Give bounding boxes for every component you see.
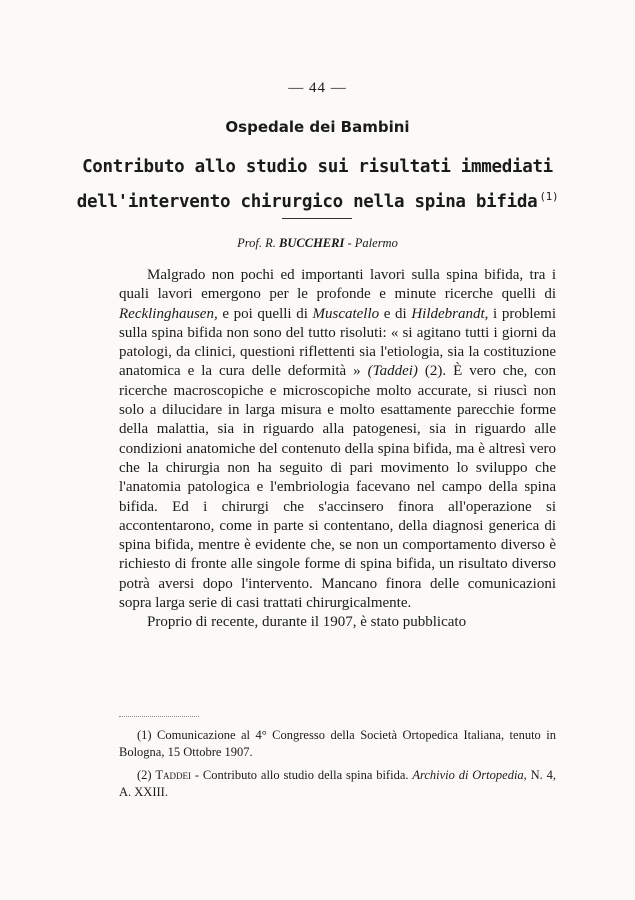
body-text xyxy=(119,266,556,633)
p1-segment-a: Malgrado non pochi ed importanti lavori sulla spina bifida, tra i quali lavori emergono per le profonde e minute ricerche quelli di xyxy=(119,267,556,303)
footnote-2-author: Taddei xyxy=(155,768,192,782)
author-prefix: Prof. R. xyxy=(237,236,276,250)
title-divider xyxy=(282,218,352,219)
p1-segment-e: (2). È vero che, con ricerche macroscopiche e microscopiche molto accurate, si riuscì non solo a dilucidare in larga misura e molto esattamente parecchie forme della malattia, sia in riguardo alla patogenesi, sia in riguardo alle condizioni anatomiche del contenuto della spina bifida, ma è altresì vero che la chirurgia non ha seguito di pari movimento lo sviluppo che l'anatomia patologica e l'embriologia facevano nel campo della spina bifida. Ed i chirurgi che s'accinsero finora all'operazione si accontentarono, come in parte si contentano, della diagnosi generica di spina bifida, mentre è evidente che, se non un comportamento diverso è richiesto di fronte alle singole forme di spina bifida, un risultato diverso potrà aversi dopo l'intervento. Mancano finora delle comunicazioni sopra larga serie di casi trattati chirurgicalmente. xyxy=(119,363,556,612)
author-name: BUCCHERI xyxy=(279,236,345,250)
author-city: Palermo xyxy=(354,236,398,250)
title-line-1: Contributo allo studio sui risultati immediati xyxy=(82,157,553,177)
p1-segment-b: e poi quelli di xyxy=(217,305,313,322)
footnote-2-tail: N. 4, A. XXIII. xyxy=(119,768,557,799)
footnote-2-text: - Contributo allo studio della spina bifida. xyxy=(191,768,413,782)
p1-segment-c: e di xyxy=(379,305,412,322)
footnote-2-ref: (2) xyxy=(137,768,156,782)
paragraph-1 xyxy=(119,266,556,613)
author-line xyxy=(0,236,635,251)
title-line-2 xyxy=(0,182,635,217)
citation-muscatello: Muscatello xyxy=(312,305,380,322)
citation-taddei: (Taddei) xyxy=(367,363,418,380)
paragraph-2: Proprio di recente, durante il 1907, è stato pubblicato xyxy=(147,614,467,631)
footnotes xyxy=(119,727,556,807)
section-heading: Ospedale dei Bambini xyxy=(225,118,410,136)
citation-hildebrandt: Hildebrandt, xyxy=(411,305,489,322)
citation-recklinghausen: Recklinghausen, xyxy=(119,305,218,322)
footnote-divider xyxy=(119,716,199,717)
author-separator: - xyxy=(344,236,355,250)
p1-segment-d: i problemi sulla spina bifida non sono del tutto risoluti: « si agitano tutti i giorni da patologi, da clinici, questioni riflettenti sia l'etiologia, sia la costituzione anatomica e la cura delle deformità » xyxy=(119,305,557,380)
title-line-2-text: dell'intervento chirurgico nella spina bifida xyxy=(76,191,538,212)
footnote-2 xyxy=(119,767,556,801)
article-title xyxy=(0,152,635,217)
page-number: — 44 — xyxy=(288,80,347,96)
footnote-1: (1) Comunicazione al 4° Congresso della Società Ortopedica Italiana, tenuto in Bologna, 15 Ottobre 1907. xyxy=(119,728,556,759)
footnote-2-journal: Archivio di Ortopedia, xyxy=(412,768,527,782)
title-footnote-ref: (1) xyxy=(539,190,559,203)
